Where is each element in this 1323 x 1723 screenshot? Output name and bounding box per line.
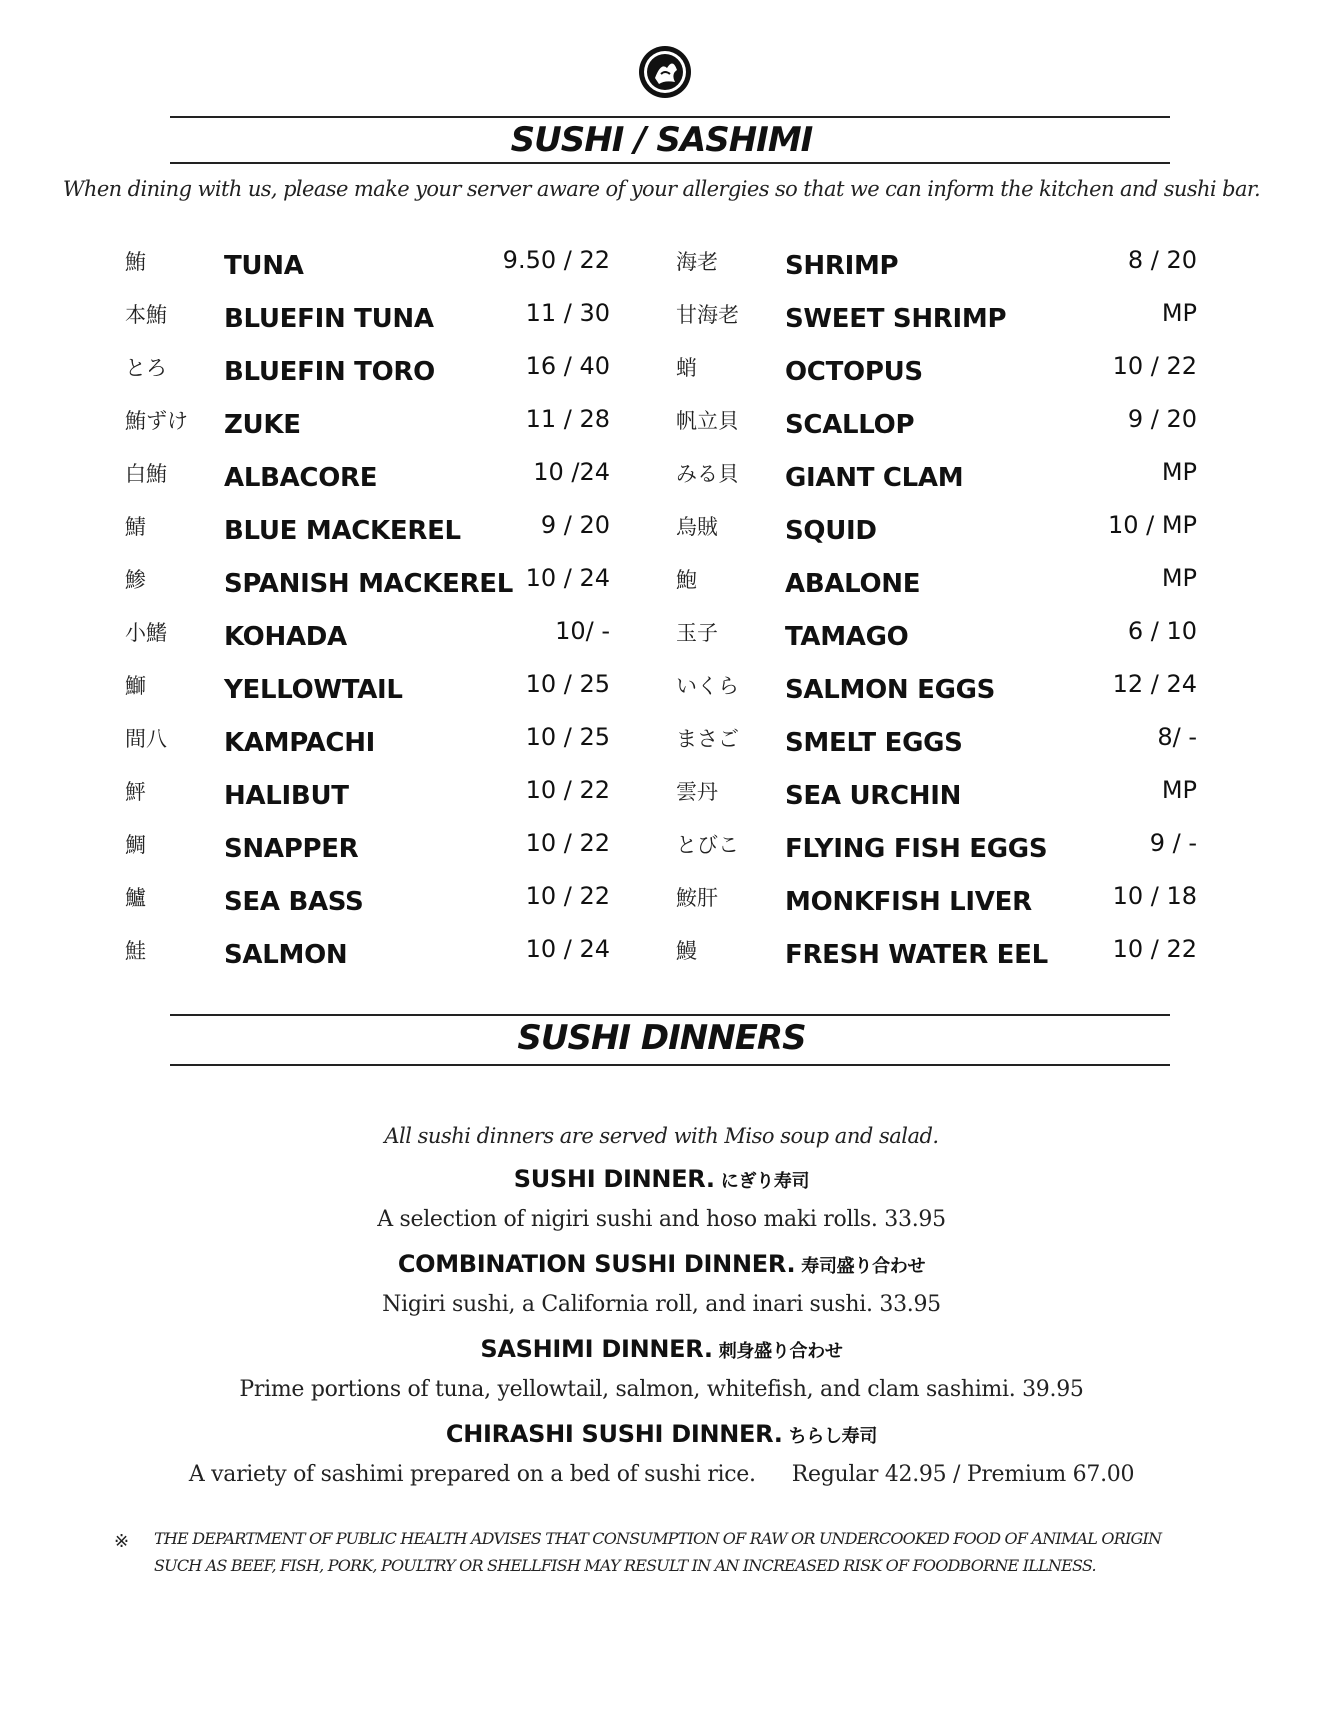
menu-item-price: MP [1161, 776, 1197, 804]
menu-item-jp: 鮑 [676, 568, 697, 592]
menu-item-jp: とろ [125, 356, 167, 380]
dinners-rule-lower [170, 1064, 1170, 1066]
menu-item-price: 10 / 25 [525, 670, 610, 698]
menu-item-price: 9 / 20 [1127, 405, 1197, 433]
dinner-name-jp: にぎり寿司 [720, 1171, 810, 1192]
dinner-name-en: COMBINATION SUSHI DINNER. [397, 1250, 796, 1278]
dinner-name [0, 1335, 1323, 1363]
menu-item-jp: 鯵 [125, 568, 146, 592]
menu-item-jp: 蛸 [676, 356, 697, 380]
menu-item-price: 9.50 / 22 [502, 246, 610, 274]
menu-item-row [0, 352, 1323, 392]
dinner-name-en: CHIRASHI SUSHI DINNER. [445, 1420, 783, 1448]
menu-item-price: 11 / 28 [525, 405, 610, 433]
menu-item-jp: 鯖 [125, 515, 146, 539]
menu-item-price: 8 / 20 [1127, 246, 1197, 274]
menu-item-name: ABALONE [785, 569, 921, 599]
dinner-description: Nigiri sushi, a California roll, and inari sushi. 33.95 [382, 1292, 941, 1317]
dinner-name [0, 1420, 1323, 1448]
menu-item-name: SMELT EGGS [785, 728, 963, 758]
dinner-description [0, 1462, 1323, 1487]
menu-item-price: 10 /24 [533, 458, 610, 486]
dinner-name-jp: 寿司盛り合わせ [801, 1256, 926, 1277]
menu-item-name: SHRIMP [785, 251, 899, 281]
menu-item-name: BLUEFIN TUNA [224, 304, 434, 334]
menu-item-row [0, 299, 1323, 339]
menu-item-name: GIANT CLAM [785, 463, 964, 493]
menu-item-price: 6 / 10 [1127, 617, 1197, 645]
menu-item-row [0, 564, 1323, 604]
menu-item-row [0, 458, 1323, 498]
menu-item-name: SPANISH MACKEREL [224, 569, 514, 599]
chirashi-desc-price: Regular 42.95 / Premium 67.00 [791, 1462, 1135, 1487]
menu-item-name: HALIBUT [224, 781, 349, 811]
menu-item-price: 10 / 22 [525, 776, 610, 804]
menu-item-row [0, 617, 1323, 657]
menu-item-jp: 鰻 [676, 939, 697, 963]
menu-item-name: YELLOWTAIL [224, 675, 403, 705]
menu-item-price: 10 / MP [1107, 511, 1197, 539]
menu-item-name: TUNA [224, 251, 304, 281]
menu-item-name: TAMAGO [785, 622, 909, 652]
dinner-description: Prime portions of tuna, yellowtail, salmon, whitefish, and clam sashimi. 39.95 [239, 1377, 1084, 1402]
menu-item-jp: 白鮪 [125, 462, 167, 486]
menu-item-price: 10 / 22 [1112, 352, 1197, 380]
menu-item-jp: 小鰭 [125, 621, 167, 645]
menu-item-name: BLUE MACKEREL [224, 516, 461, 546]
menu-item-name: KAMPACHI [224, 728, 376, 758]
menu-item-price: 9 / - [1149, 829, 1197, 857]
menu-item-price: MP [1161, 458, 1197, 486]
menu-item-price: 10 / 18 [1112, 882, 1197, 910]
menu-item-row [0, 246, 1323, 286]
menu-item-name: SQUID [785, 516, 877, 546]
menu-item-name: SWEET SHRIMP [785, 304, 1007, 334]
menu-item-name: SEA URCHIN [785, 781, 962, 811]
menu-item-jp: 鮟肝 [676, 886, 718, 910]
menu-item-row [0, 670, 1323, 710]
disclaimer-line-1: THE DEPARTMENT OF PUBLIC HEALTH ADVISES THAT CONSUMPTION OF RAW OR UNDERCOOKED FOOD OF ANIMAL ORIGIN [154, 1529, 1162, 1548]
menu-item-price: 12 / 24 [1112, 670, 1197, 698]
menu-item-jp: 鮪 [125, 250, 146, 274]
menu-item-price: 10 / 24 [525, 564, 610, 592]
menu-item-jp: とびこ [676, 833, 739, 857]
top-rule-upper [170, 116, 1170, 118]
menu-item-row [0, 405, 1323, 445]
dinner-name-en: SASHIMI DINNER. [480, 1335, 713, 1363]
menu-item-price: 11 / 30 [525, 299, 610, 327]
menu-item-price: 8/ - [1157, 723, 1197, 751]
dinner-description: A selection of nigiri sushi and hoso maki rolls. 33.95 [377, 1207, 946, 1232]
menu-item-price: 10 / 22 [525, 829, 610, 857]
menu-item-jp: 本鮪 [125, 303, 167, 327]
menu-item-name: FLYING FISH EGGS [785, 834, 1048, 864]
menu-item-jp: 鮭 [125, 939, 146, 963]
menu-item-name: FRESH WATER EEL [785, 940, 1048, 970]
dinner-name-jp: ちらし寿司 [788, 1426, 878, 1447]
menu-item-jp: 雲丹 [676, 780, 718, 804]
dinner-name-en: SUSHI DINNER. [513, 1165, 715, 1193]
menu-item-name: SEA BASS [224, 887, 364, 917]
menu-item-name: SALMON EGGS [785, 675, 996, 705]
menu-item-jp: いくら [676, 674, 739, 698]
menu-item-name: SALMON [224, 940, 348, 970]
menu-item-price: 10 / 22 [1112, 935, 1197, 963]
dinner-name-jp: 刺身盛り合わせ [718, 1341, 843, 1362]
menu-item-jp: 玉子 [676, 621, 718, 645]
menu-item-jp: 鰤 [125, 674, 146, 698]
menu-item-jp: みる貝 [676, 462, 739, 486]
menu-item-name: OCTOPUS [785, 357, 923, 387]
chirashi-desc-text: A variety of sashimi prepared on a bed of sushi rice. [188, 1462, 756, 1487]
menu-item-jp: 鮪ずけ [125, 409, 188, 433]
menu-item-row [0, 723, 1323, 763]
menu-item-name: ZUKE [224, 410, 301, 440]
top-rule-lower [170, 162, 1170, 164]
menu-item-name: BLUEFIN TORO [224, 357, 435, 387]
allergy-note: When dining with us, please make your server aware of your allergies so that we can inform the kitchen and sushi bar. [62, 177, 1261, 201]
menu-item-price: MP [1161, 299, 1197, 327]
sushi-sashimi-title: SUSHI / SASHIMI [510, 120, 813, 160]
menu-item-jp: 鯛 [125, 833, 146, 857]
menu-item-jp: 烏賊 [676, 515, 718, 539]
menu-item-jp: 帆立貝 [676, 409, 739, 433]
menu-item-row [0, 776, 1323, 816]
disclaimer-mark: ※ [114, 1531, 130, 1552]
menu-item-row [0, 511, 1323, 551]
menu-item-name: SCALLOP [785, 410, 915, 440]
dinners-rule-upper [170, 1014, 1170, 1016]
menu-item-name: SNAPPER [224, 834, 359, 864]
menu-item-price: 10/ - [555, 617, 610, 645]
sushi-dinners-title: SUSHI DINNERS [517, 1018, 806, 1058]
menu-item-jp: 甘海老 [676, 303, 739, 327]
menu-item-price: 9 / 20 [540, 511, 610, 539]
menu-item-name: MONKFISH LIVER [785, 887, 1032, 917]
menu-item-name: KOHADA [224, 622, 347, 652]
menu-item-jp: 鮃 [125, 780, 146, 804]
menu-item-price: 10 / 25 [525, 723, 610, 751]
menu-item-price: 16 / 40 [525, 352, 610, 380]
menu-item-price: 10 / 24 [525, 935, 610, 963]
dinner-name [0, 1250, 1323, 1278]
menu-item-jp: 間八 [125, 727, 167, 751]
menu-item-price: 10 / 22 [525, 882, 610, 910]
menu-item-jp: 鱸 [125, 886, 146, 910]
restaurant-logo [637, 44, 693, 100]
disclaimer-line-2: SUCH AS BEEF, FISH, PORK, POULTRY OR SHELLFISH MAY RESULT IN AN INCREASED RISK OF FOODBORNE ILLNESS. [154, 1556, 1096, 1575]
dinner-name [0, 1165, 1323, 1193]
menu-item-row [0, 882, 1323, 922]
menu-item-jp: まさご [676, 727, 739, 751]
menu-item-price: MP [1161, 564, 1197, 592]
menu-item-row [0, 935, 1323, 975]
menu-item-row [0, 829, 1323, 869]
dinners-intro: All sushi dinners are served with Miso soup and salad. [384, 1124, 939, 1148]
menu-item-name: ALBACORE [224, 463, 378, 493]
menu-item-jp: 海老 [676, 250, 718, 274]
